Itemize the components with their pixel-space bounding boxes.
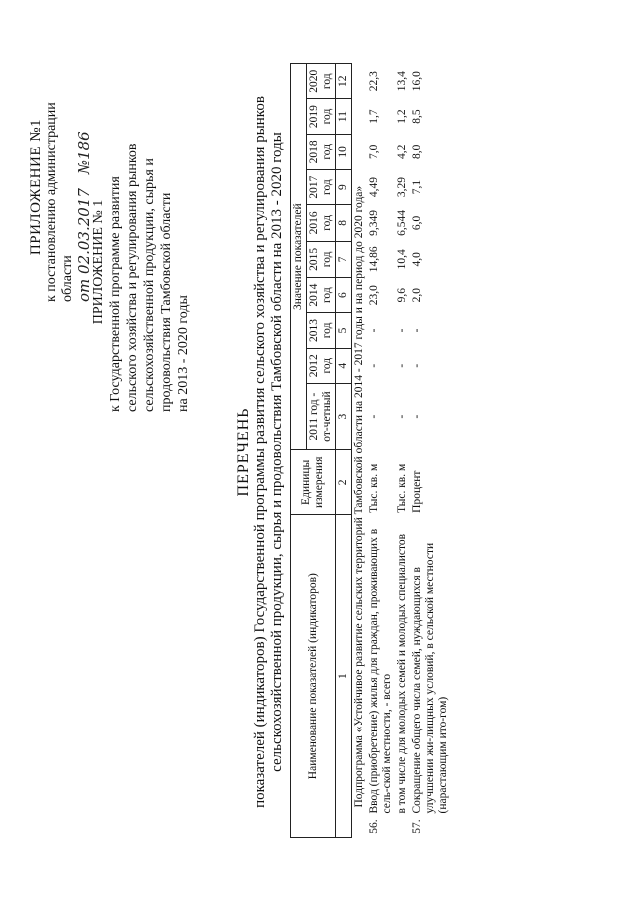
row-value: - bbox=[411, 414, 423, 419]
header-units: Единицы измерения bbox=[291, 450, 336, 515]
col-number: 2 bbox=[336, 450, 352, 515]
header-year: 2017 год bbox=[307, 169, 336, 204]
row-value: 7,1 bbox=[411, 179, 423, 195]
appendix-2-line: к Государственной программе развития bbox=[108, 176, 123, 412]
header-year: 2016 год bbox=[307, 205, 336, 241]
row-value: - bbox=[368, 363, 380, 368]
col-number: 8 bbox=[336, 205, 352, 241]
col-number: 4 bbox=[336, 348, 352, 383]
row-value: - bbox=[411, 363, 423, 368]
header-year: 2012 год bbox=[307, 348, 336, 383]
row-number: 56. bbox=[368, 819, 380, 834]
table-row bbox=[367, 64, 395, 838]
row-value: - bbox=[396, 328, 408, 333]
row-value: 6,0 bbox=[411, 215, 423, 231]
appendix-2-line: сельского хозяйства и регулирования рынков bbox=[125, 143, 140, 412]
row-value: 8,0 bbox=[411, 144, 423, 160]
header-year: 2020 год bbox=[307, 64, 336, 99]
row-number bbox=[395, 816, 410, 838]
row-value: 23,0 bbox=[368, 285, 380, 306]
row-value: 1,2 bbox=[396, 109, 408, 124]
row-value: 22,3 bbox=[368, 71, 380, 92]
row-value: 4,49 bbox=[368, 177, 380, 198]
row-unit: Тыс. кв. м bbox=[368, 463, 380, 513]
row-number: 57. bbox=[411, 819, 423, 834]
row-value: 9,6 bbox=[396, 287, 408, 303]
col-number: 1 bbox=[336, 515, 352, 838]
indicators-table bbox=[290, 63, 451, 838]
row-value: 4,2 bbox=[396, 144, 408, 160]
col-number: 7 bbox=[336, 241, 352, 277]
row-value: 3,29 bbox=[396, 177, 408, 198]
heading-line: показателей (индикаторов) Государственной программы развития сельского хозяйства и регулирования рынков bbox=[252, 96, 268, 808]
col-number: 9 bbox=[336, 169, 352, 204]
header-year: 2019 год bbox=[307, 99, 336, 134]
row-name: в том числе для молодых семей и молодых специалистов bbox=[396, 533, 408, 814]
col-number: 10 bbox=[336, 134, 352, 169]
handwritten-date: от 02.03.2017 bbox=[75, 188, 93, 302]
subprogram-title: Подпрограмма «Устойчивое развитие сельских территорий Тамбовской области на 2014 - 2017 годы и на период до 2020 года» bbox=[353, 185, 365, 808]
row-value: 6,544 bbox=[396, 209, 408, 236]
col-number: 12 bbox=[336, 64, 352, 99]
heading-title: ПЕРЕЧЕНЬ bbox=[235, 407, 252, 497]
row-name: Сокращение общего числа семей, нуждающихся в улучшении жи-лищных условий, в сельской местности (нарастающим ито-гом) bbox=[411, 542, 449, 814]
row-value: 10,4 bbox=[396, 249, 408, 270]
row-value: 13,4 bbox=[396, 71, 408, 92]
appendix-2-header bbox=[90, 112, 192, 412]
row-value: 8,5 bbox=[411, 109, 423, 124]
row-value: 16,0 bbox=[411, 71, 423, 92]
appendix-1-line: к постановлению администрации области bbox=[44, 102, 75, 302]
appendix-1-header bbox=[28, 72, 94, 302]
table-row bbox=[410, 64, 451, 838]
row-value: 9,349 bbox=[368, 209, 380, 236]
header-year: 2018 год bbox=[307, 134, 336, 169]
header-year: 2015 год bbox=[307, 241, 336, 277]
row-name: Ввод (приобретение) жилья для граждан, проживающих в сель-ской местности, - всего bbox=[368, 528, 393, 814]
appendix-2-title: ПРИЛОЖЕНИЕ № 1 bbox=[91, 199, 106, 325]
appendix-2-line: продовольствия Тамбовской области bbox=[159, 192, 174, 412]
header-year: 2014 год bbox=[307, 278, 336, 313]
row-value: 4,0 bbox=[411, 252, 423, 267]
row-unit: Процент bbox=[411, 470, 423, 513]
row-value: 2,0 bbox=[411, 287, 423, 303]
header-year: 2011 год - от-четный bbox=[307, 383, 336, 449]
col-number: 5 bbox=[336, 313, 352, 348]
header-year: 2013 год bbox=[307, 313, 336, 348]
row-value: - bbox=[368, 328, 380, 333]
table-row bbox=[395, 64, 410, 838]
row-value: 1,7 bbox=[368, 109, 380, 124]
row-value: 14,86 bbox=[368, 246, 380, 273]
row-value: - bbox=[396, 414, 408, 419]
row-value: - bbox=[368, 414, 380, 419]
row-value: - bbox=[396, 363, 408, 368]
row-value: 7,0 bbox=[368, 144, 380, 160]
header-name: Наименование показателей (индикаторов) bbox=[291, 515, 336, 838]
heading-line: сельскохозяйственной продукции, сырья и продовольствия Тамбовской области на 2013 - 2020 годы bbox=[269, 132, 285, 772]
document-heading bbox=[235, 42, 286, 862]
col-number: 11 bbox=[336, 99, 352, 134]
col-number: 3 bbox=[336, 383, 352, 449]
handwritten-number: №186 bbox=[75, 131, 93, 175]
col-number: 6 bbox=[336, 278, 352, 313]
header-values: Значение показателей bbox=[291, 64, 307, 450]
appendix-1-title: ПРИЛОЖЕНИЕ №1 bbox=[28, 118, 44, 256]
appendix-2-line: на 2013 - 2020 годы bbox=[176, 295, 191, 412]
row-unit: Тыс. кв. м bbox=[396, 463, 408, 513]
rotated-landscape-content bbox=[20, 42, 620, 862]
appendix-2-line: сельскохозяйственной продукции, сырья и bbox=[142, 158, 157, 412]
row-value: - bbox=[411, 328, 423, 333]
